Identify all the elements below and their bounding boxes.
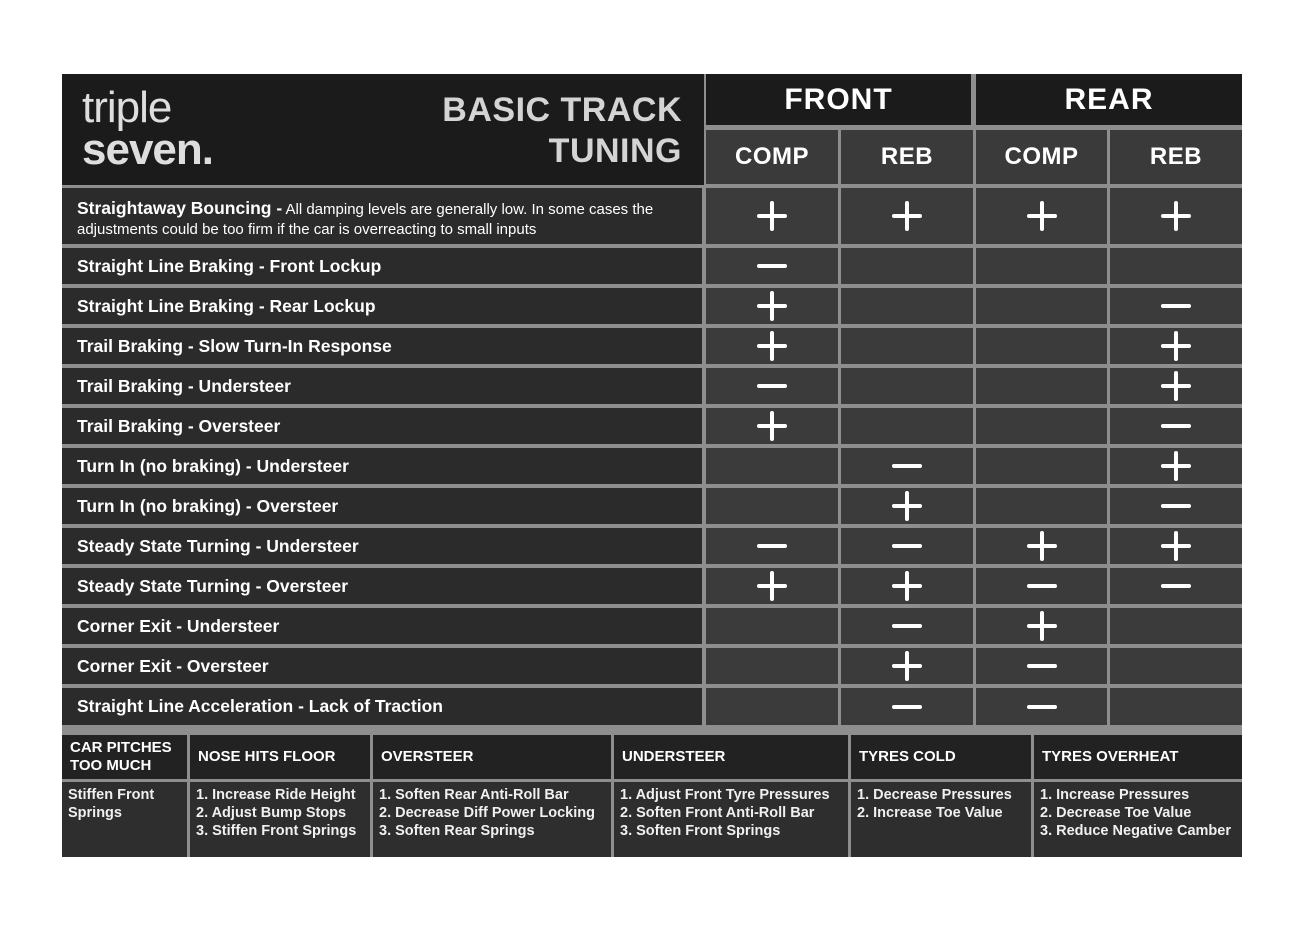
logo: [82, 83, 213, 174]
plus-icon: [1027, 201, 1057, 231]
adjustment-cell: [976, 368, 1107, 404]
adjustment-cell: [706, 408, 838, 444]
adjustment-cell: [1110, 568, 1242, 604]
adjustment-cell: [706, 648, 838, 684]
row-title: Straight Line Braking - Front Lockup: [77, 255, 382, 276]
tip-item: 1. Increase Pressures: [1040, 787, 1190, 803]
adjustment-cell: [706, 448, 838, 484]
minus-icon: [1161, 571, 1191, 601]
adjustment-cell: [706, 488, 838, 524]
row-title: Corner Exit - Understeer: [77, 615, 280, 636]
row-title: Corner Exit - Oversteer: [77, 655, 269, 676]
tip-item: 3. Soften Rear Springs: [379, 823, 535, 839]
adjustment-cell: [1110, 288, 1242, 324]
row-title: Steady State Turning - Understeer: [77, 535, 359, 556]
front-comp-header: COMP: [706, 130, 838, 184]
plus-icon: [892, 201, 922, 231]
logo-line1: triple: [82, 83, 172, 132]
minus-icon: [757, 531, 787, 561]
row-label: [62, 328, 702, 364]
row-title: Trail Braking - Understeer: [77, 375, 291, 396]
tip-body: [190, 782, 370, 857]
adjustment-cell: [1110, 368, 1242, 404]
adjustment-cell: [1110, 188, 1242, 244]
adjustment-cell: [841, 688, 973, 725]
minus-icon: [1161, 491, 1191, 521]
plus-icon: [1161, 531, 1191, 561]
row-title: Turn In (no braking) - Understeer: [77, 455, 349, 476]
plus-icon: [1027, 531, 1057, 561]
rear-reb-header: REB: [1110, 130, 1242, 184]
adjustment-cell: [976, 648, 1107, 684]
row-label: [62, 648, 702, 684]
row-label: [62, 488, 702, 524]
tip-body: [373, 782, 611, 857]
adjustment-cell: [706, 368, 838, 404]
minus-icon: [1161, 291, 1191, 321]
adjustment-cell: [976, 328, 1107, 364]
adjustment-cell: [1110, 608, 1242, 644]
tip-item: 1. Adjust Front Tyre Pressures: [620, 787, 830, 803]
adjustment-cell: [1110, 648, 1242, 684]
tip-item: 3. Stiffen Front Springs: [196, 823, 357, 839]
logo-line2: seven.: [82, 125, 213, 174]
minus-icon: [892, 531, 922, 561]
tip-body: [614, 782, 848, 857]
row-label: [62, 368, 702, 404]
plus-icon: [1161, 371, 1191, 401]
adjustment-cell: [841, 648, 973, 684]
adjustment-cell: [706, 328, 838, 364]
adjustment-cell: [976, 488, 1107, 524]
minus-icon: [1161, 411, 1191, 441]
adjustment-cell: [841, 188, 973, 244]
adjustment-cell: [706, 688, 838, 725]
tip-item: 3. Reduce Negative Camber: [1040, 823, 1231, 839]
row-title: Straight Line Braking - Rear Lockup: [77, 295, 376, 316]
plus-icon: [757, 571, 787, 601]
page-title: [442, 90, 682, 172]
adjustment-cell: [1110, 248, 1242, 284]
front-reb-header: REB: [841, 130, 973, 184]
minus-icon: [1027, 651, 1057, 681]
tip-heading: UNDERSTEER: [614, 735, 848, 779]
rear-header: REAR: [976, 74, 1242, 125]
adjustment-cell: [976, 608, 1107, 644]
adjustment-cell: [1110, 528, 1242, 564]
tip-heading: TYRES OVERHEAT: [1034, 735, 1242, 779]
row-title: Straight Line Acceleration - Lack of Traction: [77, 696, 443, 716]
adjustment-cell: [841, 328, 973, 364]
adjustment-cell: [1110, 448, 1242, 484]
plus-icon: [757, 201, 787, 231]
tip-item: 2. Decrease Diff Power Locking: [379, 805, 595, 821]
adjustment-cell: [841, 408, 973, 444]
row-label: [62, 608, 702, 644]
adjustment-cell: [1110, 688, 1242, 725]
brand-header: [62, 74, 704, 185]
adjustment-cell: [976, 688, 1107, 725]
tip-item: 3. Soften Front Springs: [620, 823, 781, 839]
row-label: [62, 408, 702, 444]
adjustment-cell: [841, 248, 973, 284]
row-label: [62, 528, 702, 564]
minus-icon: [1027, 571, 1057, 601]
adjustment-cell: [976, 528, 1107, 564]
minus-icon: [892, 611, 922, 641]
tip-heading: OVERSTEER: [373, 735, 611, 779]
minus-icon: [892, 692, 922, 722]
adjustment-cell: [706, 288, 838, 324]
adjustment-cell: [841, 608, 973, 644]
row-label: [62, 188, 702, 244]
tip-body: [851, 782, 1031, 857]
plus-icon: [1161, 451, 1191, 481]
row-label: [62, 248, 702, 284]
adjustment-cell: [841, 448, 973, 484]
tip-body: [1034, 782, 1242, 857]
plus-icon: [892, 491, 922, 521]
adjustment-cell: [976, 248, 1107, 284]
tip-item: 2. Decrease Toe Value: [1040, 805, 1192, 821]
plus-icon: [757, 291, 787, 321]
row-title: Straightaway Bouncing -: [77, 198, 283, 218]
tip-item: Stiffen Front: [68, 787, 155, 803]
adjustment-cell: [706, 568, 838, 604]
tip-body: [62, 782, 187, 857]
row-title: Turn In (no braking) - Oversteer: [77, 495, 339, 516]
minus-icon: [757, 371, 787, 401]
adjustment-cell: [976, 188, 1107, 244]
adjustment-cell: [706, 188, 838, 244]
tip-item: 2. Increase Toe Value: [857, 805, 1003, 821]
row-title: Trail Braking - Oversteer: [77, 415, 281, 436]
adjustment-cell: [841, 368, 973, 404]
plus-icon: [1027, 611, 1057, 641]
tip-heading: TYRES COLD: [851, 735, 1031, 779]
row-label: [62, 448, 702, 484]
rear-comp-header: COMP: [976, 130, 1107, 184]
front-header: FRONT: [706, 74, 971, 125]
plus-icon: [757, 411, 787, 441]
row-title: Steady State Turning - Oversteer: [77, 575, 349, 596]
plus-icon: [892, 651, 922, 681]
tip-item: Springs: [68, 805, 122, 821]
adjustment-cell: [706, 608, 838, 644]
title-line1: BASIC TRACK: [442, 91, 682, 129]
row-note: All damping levels are generally low. In some cases the adjustments could be too firm if the car is overreacting to small inputs: [77, 201, 654, 238]
row-label: [62, 568, 702, 604]
tip-item: 2. Adjust Bump Stops: [196, 805, 347, 821]
row-label: [62, 288, 702, 324]
plus-icon: [1161, 331, 1191, 361]
row-label: [62, 688, 702, 725]
adjustment-cell: [1110, 488, 1242, 524]
tip-item: 2. Soften Front Anti-Roll Bar: [620, 805, 815, 821]
tip-item: 1. Soften Rear Anti-Roll Bar: [379, 787, 569, 803]
tip-item: 1. Increase Ride Height: [196, 787, 356, 803]
title-line2: TUNING: [548, 132, 682, 170]
plus-icon: [757, 331, 787, 361]
minus-icon: [1027, 692, 1057, 722]
tip-heading: CAR PITCHES TOO MUCH: [62, 735, 187, 779]
adjustment-cell: [976, 288, 1107, 324]
row-title: Trail Braking - Slow Turn-In Response: [77, 335, 392, 356]
adjustment-cell: [706, 528, 838, 564]
minus-icon: [757, 251, 787, 281]
adjustment-cell: [841, 288, 973, 324]
minus-icon: [892, 451, 922, 481]
adjustment-cell: [841, 568, 973, 604]
tip-item: 1. Decrease Pressures: [857, 787, 1012, 803]
plus-icon: [1161, 201, 1191, 231]
adjustment-cell: [706, 248, 838, 284]
adjustment-cell: [1110, 408, 1242, 444]
adjustment-cell: [841, 488, 973, 524]
adjustment-cell: [976, 448, 1107, 484]
adjustment-cell: [841, 528, 973, 564]
adjustment-cell: [1110, 328, 1242, 364]
adjustment-cell: [976, 568, 1107, 604]
adjustment-cell: [976, 408, 1107, 444]
tip-heading: NOSE HITS FLOOR: [190, 735, 370, 779]
plus-icon: [892, 571, 922, 601]
